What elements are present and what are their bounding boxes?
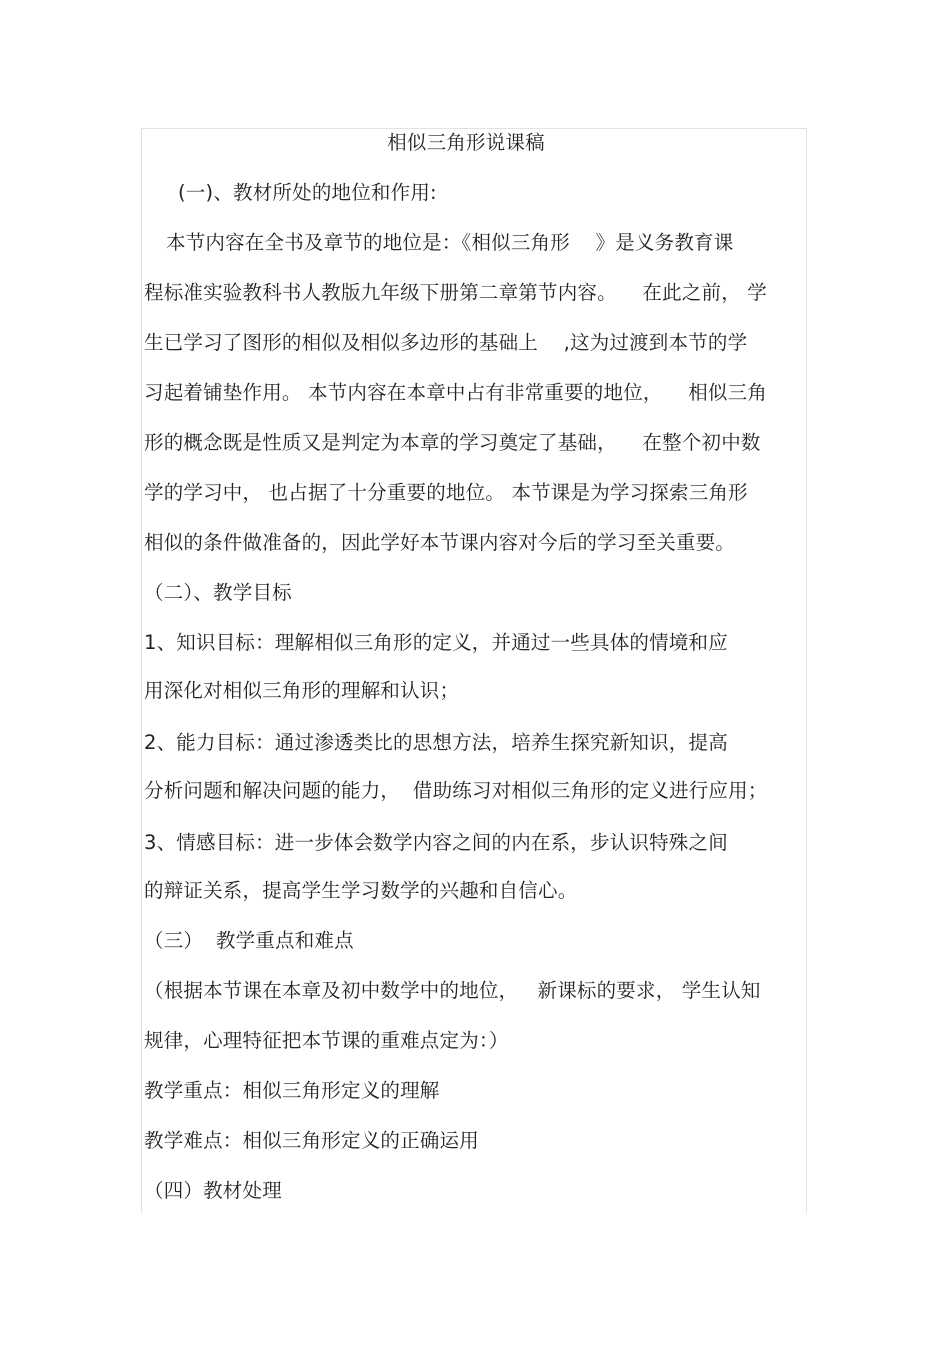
paragraph-line: 生已学习了图形的相似及相似多边形的基础上 ,这为过渡到本节的学 bbox=[144, 331, 748, 354]
paragraph-line: 本节内容在全书及章节的地位是：《相似三角形 》是义务教育课 bbox=[166, 231, 734, 254]
document-title: 相似三角形说课稿 bbox=[387, 131, 545, 154]
section-heading-1: (一)、教材所处的地位和作用: bbox=[178, 181, 437, 204]
paragraph-line: （根据本节课在本章及初中数学中的地位， 新课标的要求， 学生认知 bbox=[144, 979, 761, 1002]
paragraph-line: 学的学习中， 也占据了十分重要的地位。 本节课是为学习探索三角形 bbox=[144, 481, 748, 504]
paragraph-line: 相似的条件做准备的，因此学好本节课内容对今后的学习至关重要。 bbox=[144, 531, 736, 554]
list-item-continuation: 用深化对相似三角形的理解和认识； bbox=[144, 679, 460, 702]
paragraph-line: 规律，心理特征把本节课的重难点定为：） bbox=[144, 1029, 509, 1052]
paragraph-line: 程标准实验教科书人教版九年级下册第二章第节内容。 在此之前， 学 bbox=[144, 281, 767, 304]
section-heading-3: （三） 教学重点和难点 bbox=[144, 929, 354, 952]
list-item: 3、情感目标：进一步体会数学内容之间的内在系，步认识特殊之间 bbox=[144, 831, 728, 854]
list-item-continuation: 分析问题和解决问题的能力， 借助练习对相似三角形的定义进行应用； bbox=[144, 779, 768, 802]
paragraph-line: 习起着铺垫作用。 本节内容在本章中占有非常重要的地位， 相似三角 bbox=[144, 381, 767, 404]
section-heading-2: （二）、教学目标 bbox=[144, 581, 292, 604]
paragraph-line: 形的概念既是性质又是判定为本章的学习奠定了基础， 在整个初中数 bbox=[144, 431, 761, 454]
list-item: 1、知识目标：理解相似三角形的定义，并通过一些具体的情境和应 bbox=[144, 631, 728, 654]
list-item-continuation: 的辩证关系，提高学生学习数学的兴趣和自信心。 bbox=[144, 879, 578, 902]
difficult-point: 教学难点：相似三角形定义的正确运用 bbox=[144, 1129, 479, 1152]
list-item: 2、能力目标：通过渗透类比的思想方法，培养生探究新知识，提高 bbox=[144, 731, 728, 754]
key-point: 教学重点：相似三角形定义的理解 bbox=[144, 1079, 440, 1102]
section-heading-4: （四）教材处理 bbox=[144, 1179, 282, 1202]
